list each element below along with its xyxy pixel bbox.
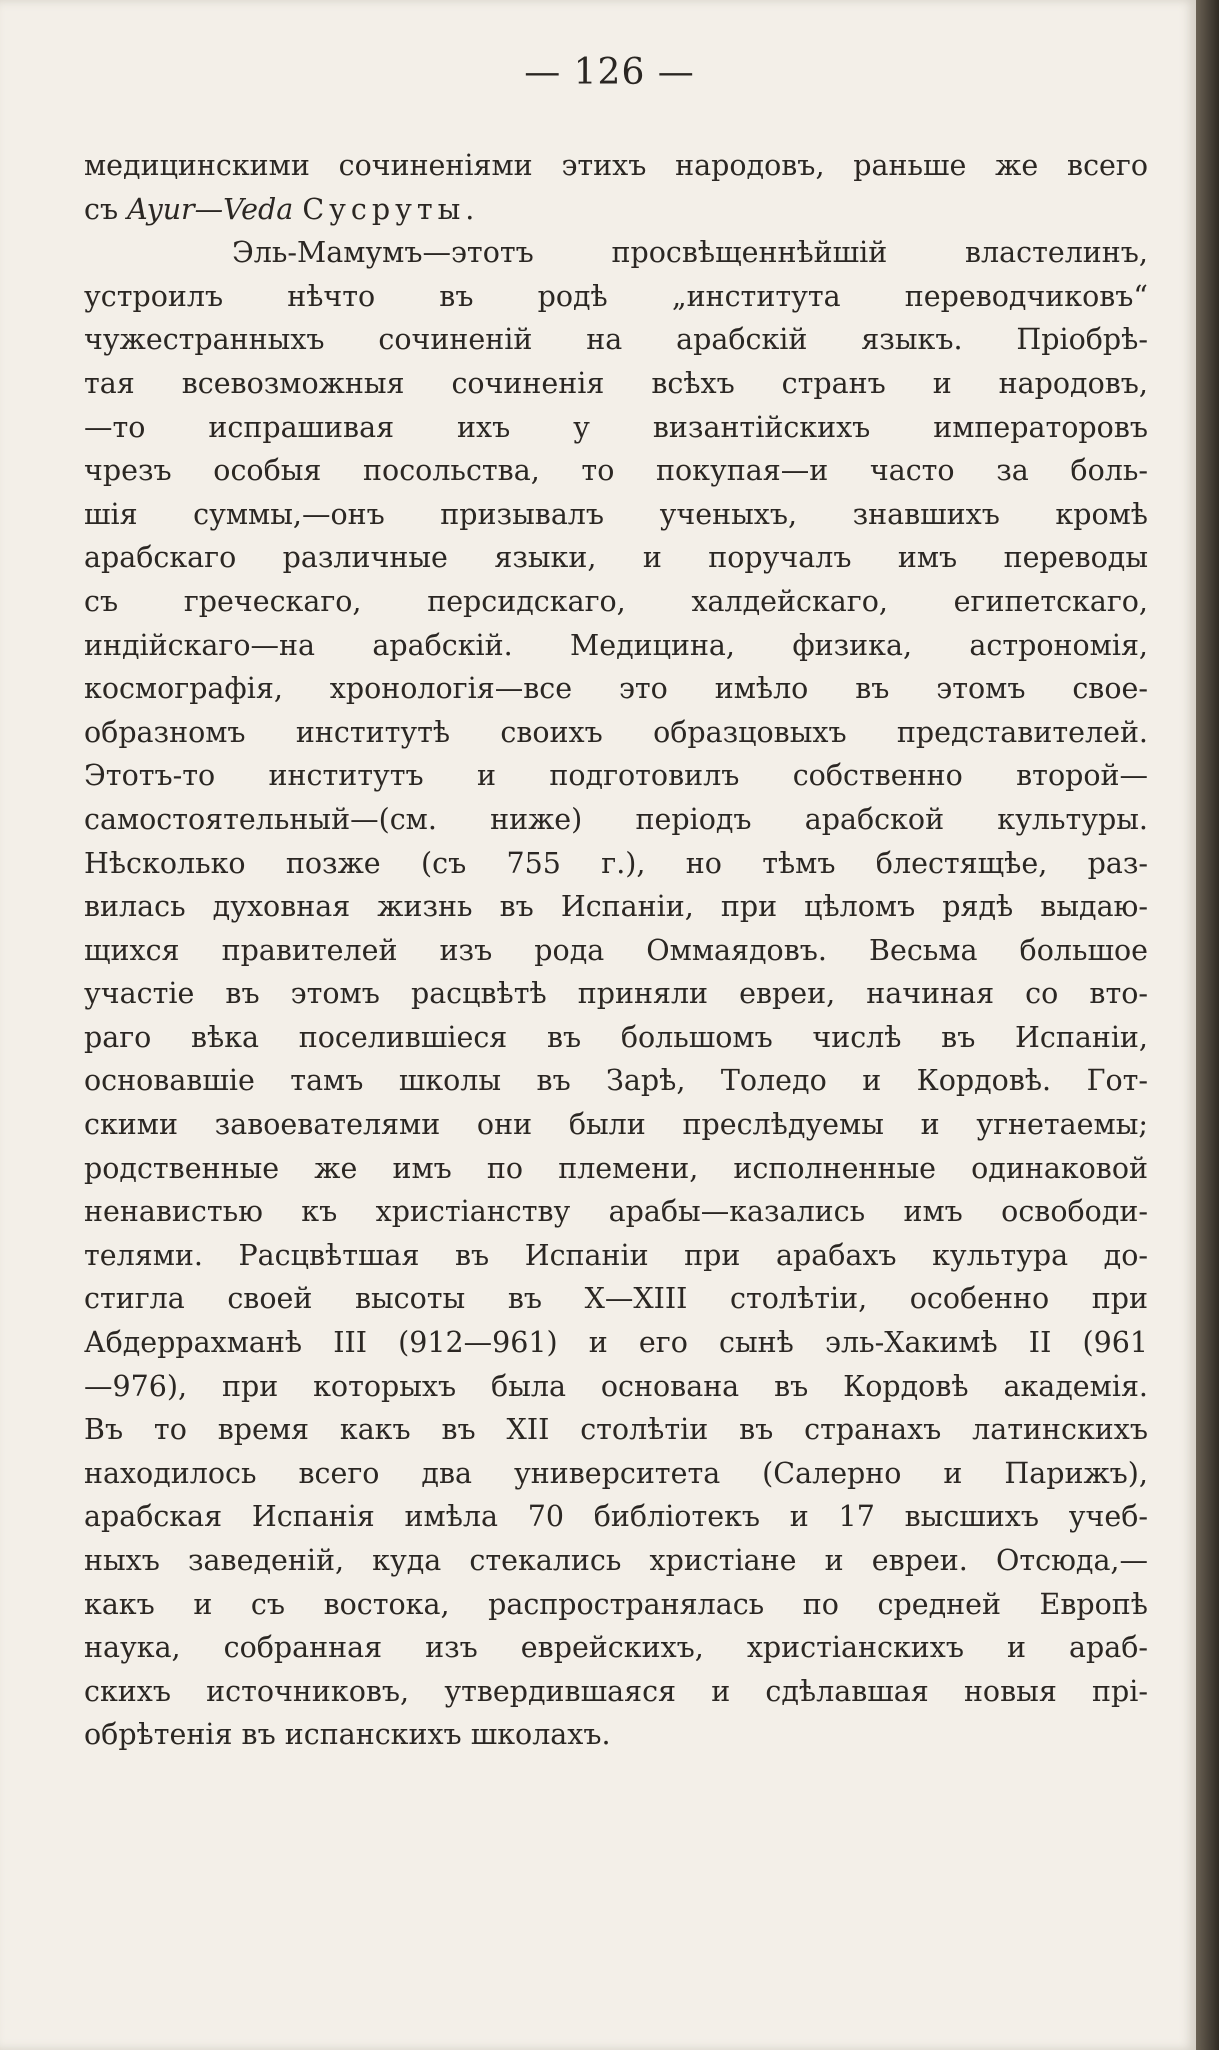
page-edge-shadow — [1196, 0, 1219, 2050]
text-line: находилось всего два университета (Салерно и Парижъ), — [84, 1456, 1148, 1490]
text-line: обрѣтенія въ испанскихъ школахъ. — [84, 1718, 611, 1752]
text-line: наука, собранная изъ еврейскихъ, христіанскихъ и араб- — [84, 1631, 1148, 1665]
text-line — [84, 188, 1148, 232]
text-line: устроилъ нѣчто въ родѣ „института переводчиковъ“ — [84, 279, 1148, 313]
text-fragment: Сусруты. — [302, 192, 480, 226]
text-line: щихся правителей изъ рода Оммаядовъ. Весьма большое — [84, 933, 1148, 967]
text-line: арабская Испанія имѣла 70 библіотекъ и 17 высшихъ учеб- — [84, 1500, 1148, 1534]
text-line: стигла своей высоты въ X—XIII столѣтіи, особенно при — [84, 1282, 1148, 1316]
text-line: участіе въ этомъ расцвѣтѣ приняли евреи, начиная со вто- — [84, 977, 1148, 1011]
page-number: — 126 — — [524, 52, 695, 93]
text-line: шія суммы,—онъ призывалъ ученыхъ, знавшихъ кромѣ — [84, 497, 1148, 531]
text-line: Нѣсколько позже (съ 755 г.), но тѣмъ блестящѣе, раз- — [84, 846, 1148, 880]
text-line: чужестранныхъ сочиненій на арабскій языкъ. Пріобрѣ- — [84, 323, 1148, 357]
text-line: космографія, хронологія—все это имѣло въ этомъ свое- — [84, 672, 1148, 706]
text-line: Эль-Мамумъ—этотъ просвѣщеннѣйшій властелинъ, — [232, 236, 1148, 270]
text-line: —976), при которыхъ была основана въ Кордовѣ академія. — [84, 1369, 1148, 1403]
text-line: основавшіе тамъ школы въ Зарѣ, Толедо и Кордовѣ. Гот- — [84, 1064, 1148, 1098]
text-line: ненавистью къ христіанству арабы—казались имъ освободи- — [84, 1195, 1148, 1229]
text-line: Этотъ-то институтъ и подготовилъ собственно второй— — [84, 759, 1148, 793]
text-line: чрезъ особыя посольства, то покупая—и часто за боль- — [84, 454, 1148, 488]
text-line: медицинскими сочиненіями этихъ народовъ, раньше же всего — [84, 149, 1148, 182]
page-text — [84, 144, 1148, 1757]
text-line: тая всевозможныя сочиненія всѣхъ странъ и народовъ, — [84, 366, 1148, 400]
text-line: арабскаго различные языки, и поручалъ имъ переводы — [84, 541, 1148, 575]
text-fragment: съ — [84, 192, 119, 226]
text-line: —то испрашивая ихъ у византійскихъ императоровъ — [84, 410, 1148, 444]
text-line: Въ то время какъ въ XII столѣтіи въ странахъ латинскихъ — [84, 1413, 1148, 1447]
text-line: индійскаго—на арабскій. Медицина, физика, астрономія, — [84, 628, 1148, 662]
text-line: Абдеррахманѣ III (912—961) и его сынѣ эль-Хакимѣ II (961 — [84, 1326, 1148, 1360]
text-line: самостоятельный—(см. ниже) періодъ арабской культуры. — [84, 802, 1148, 836]
text-line: какъ и съ востока, распространялась по средней Европѣ — [84, 1587, 1148, 1621]
text-line: скихъ источниковъ, утвердившаяся и сдѣлавшая новыя прі- — [84, 1674, 1148, 1708]
text-line: образномъ институтѣ своихъ образцовыхъ представителей. — [84, 715, 1148, 749]
text-line: скими завоевателями они были преслѣдуемы и угнетаемы; — [84, 1108, 1148, 1142]
text-line: раго вѣка поселившіеся въ большомъ числѣ въ Испаніи, — [84, 1020, 1148, 1054]
text-line: родственные же имъ по племени, исполненные одинаковой — [84, 1151, 1148, 1185]
text-line: съ греческаго, персидскаго, халдейскаго, египетскаго, — [84, 584, 1148, 618]
text-line: телями. Расцвѣтшая въ Испаніи при арабахъ культура до- — [84, 1238, 1148, 1272]
text-line: ныхъ заведеній, куда стекались христiане и евреи. Отсюда,— — [84, 1544, 1148, 1577]
italic-title: Ayur—Veda — [127, 192, 294, 226]
text-line: вилась духовная жизнь въ Испаніи, при цѣломъ рядѣ выдаю- — [84, 890, 1148, 924]
